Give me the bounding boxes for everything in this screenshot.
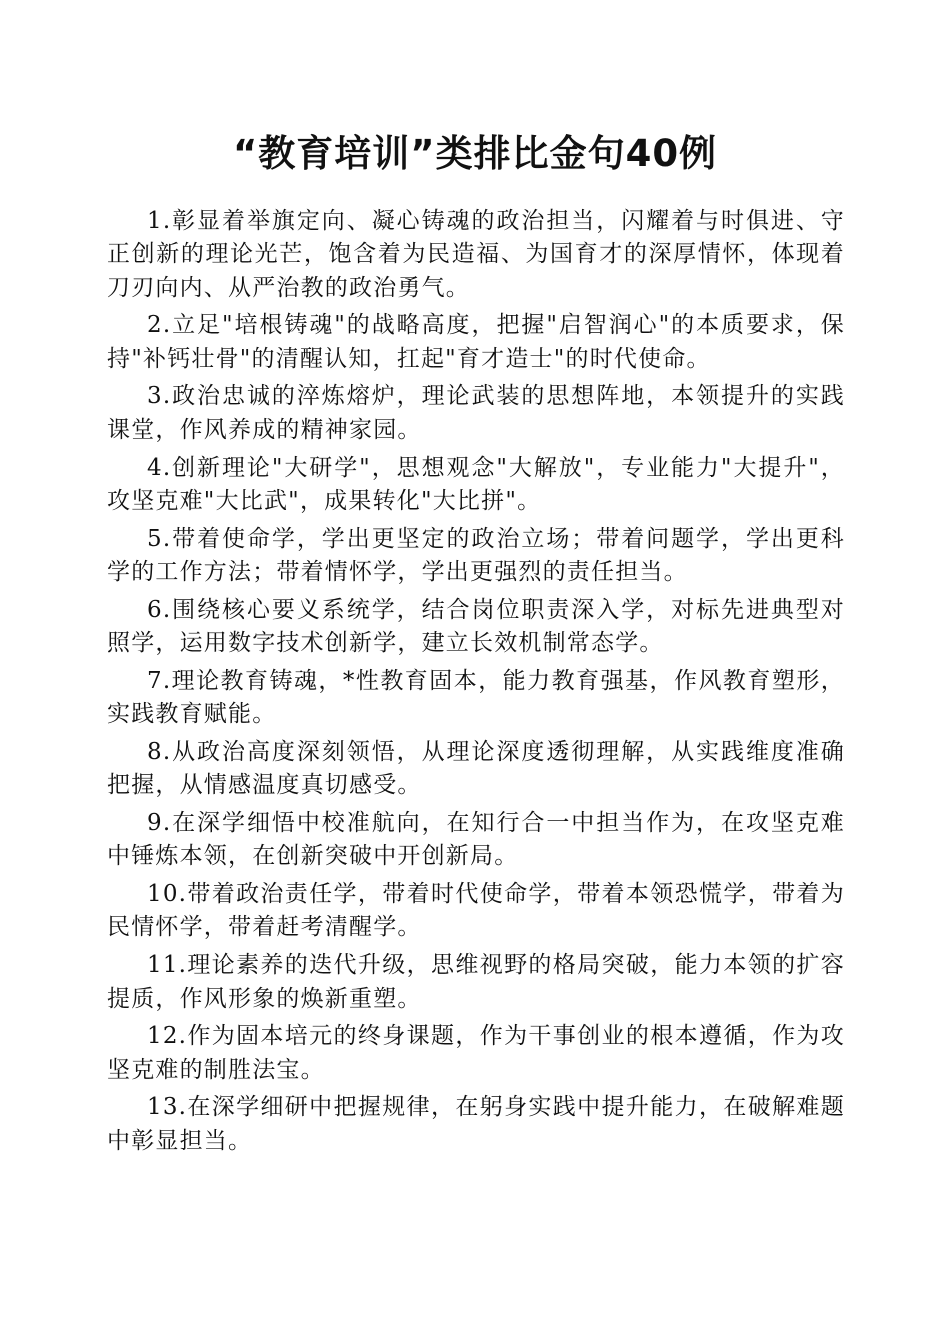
list-item: 5.带着使命学，学出更坚定的政治立场；带着问题学，学出更科学的工作方法；带着情怀学，学出更强烈的责任担当。	[107, 525, 845, 585]
document-body	[107, 205, 845, 1163]
list-item: 3.政治忠诚的淬炼熔炉，理论武装的思想阵地，本领提升的实践课堂，作风养成的精神家园。	[107, 383, 845, 443]
list-item: 8.从政治高度深刻领悟，从理论深度透彻理解，从实践维度准确把握，从情感温度真切感受。	[107, 738, 845, 799]
document-title: “教育培训”类排比金句40例	[232, 132, 718, 175]
list-item: 11.理论素养的迭代升级，思维视野的格局突破，能力本领的扩容提质，作风形象的焕新重塑。	[107, 952, 845, 1012]
list-item: 1.彰显着举旗定向、凝心铸魂的政治担当，闪耀着与时俱进、守正创新的理论光芒，饱含着为民造福、为国育才的深厚情怀，体现着刀刃向内、从严治教的政治勇气。	[107, 208, 845, 301]
list-item: 6.围绕核心要义系统学，结合岗位职责深入学，对标先进典型对照学，运用数字技术创新学，建立长效机制常态学。	[107, 596, 845, 657]
list-item: 7.理论教育铸魂，*性教育固本，能力教育强基，作风教育塑形，实践教育赋能。	[107, 667, 845, 728]
list-item: 12.作为固本培元的终身课题，作为干事创业的根本遵循，作为攻坚克难的制胜法宝。	[107, 1023, 845, 1083]
list-item: 10.带着政治责任学，带着时代使命学，带着本领恐慌学，带着为民情怀学，带着赶考清醒学。	[107, 881, 845, 941]
list-item: 13.在深学细研中把握规律，在躬身实践中提升能力，在破解难题中彰显担当。	[107, 1094, 845, 1154]
list-item: 2.立足"培根铸魂"的战略高度，把握"启智润心"的本质要求，保持"补钙壮骨"的清醒认知，扛起"育才造士"的时代使命。	[107, 312, 845, 372]
list-item: 4.创新理论"大研学"，思想观念"大解放"，专业能力"大提升"，攻坚克难"大比武"，成果转化"大比拼"。	[107, 454, 845, 514]
list-item: 9.在深学细悟中校准航向，在知行合一中担当作为，在攻坚克难中锤炼本领，在创新突破中开创新局。	[107, 810, 845, 870]
